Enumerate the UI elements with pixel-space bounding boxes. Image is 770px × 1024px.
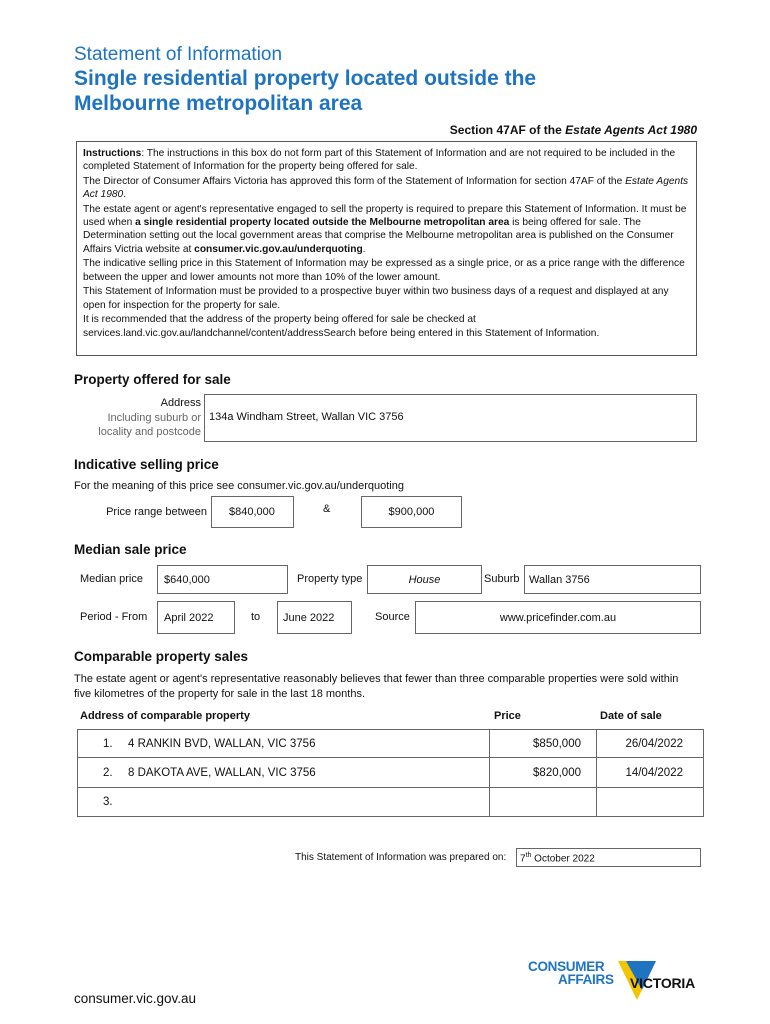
instructions-p2-text: The Director of Consumer Affairs Victoria has approved this form of the Statement of Information for section 47AF of the xyxy=(83,176,626,187)
act-reference xyxy=(450,123,697,137)
cav-logo xyxy=(528,960,703,1005)
period-from-label: Period - From xyxy=(80,611,148,623)
row-address[interactable]: 8 DAKOTA AVE, WALLAN, VIC 3756 xyxy=(128,766,316,779)
instructions-p3-a: The estate agent or agent's representative engaged to sell the property is required to prepare this Statement of Information. It must be used when xyxy=(83,204,687,229)
logo-affairs: AFFAIRS xyxy=(558,972,614,987)
row-date[interactable]: 14/04/2022 xyxy=(596,757,704,788)
act-prefix: Section 47AF of the xyxy=(449,123,566,137)
prepared-month-year: October 2022 xyxy=(531,853,595,865)
comparable-note: The estate agent or agent's representative reasonably believes that fewer than three comparable properties were sold within five kilometres of the property for sale in the last 18 months. xyxy=(74,673,679,700)
ampersand: & xyxy=(323,503,331,515)
prepared-day-suffix: th xyxy=(525,852,532,859)
row-address[interactable]: 4 RANKIN BVD, WALLAN, VIC 3756 xyxy=(128,737,316,750)
instructions-p3-b: is being offered for sale. The Determination setting out the local government areas that comprise the Melbourne metropolitan area is published on the Consumer Affairs Victria website at xyxy=(83,217,674,255)
table-row xyxy=(77,787,490,817)
suburb-label: Suburb xyxy=(484,573,520,585)
row-number: 1. xyxy=(103,737,113,750)
comparable-section-title: Comparable property sales xyxy=(74,649,249,664)
instructions-p4: The indicative selling price in this Statement of Information may be expressed as a single price, or as a price range with the difference between the upper and lower amounts not more than 10% of the lower amount. xyxy=(83,258,685,283)
prepared-day: 7 xyxy=(520,853,526,865)
instructions-p6: It is recommended that the address of the property being offered for sale be checked at services.land.vic.gov.au/landchannel/content/addressSearch before being entered in this Statement of Information. xyxy=(83,314,600,339)
instructions-p2-italic: Estate Agents Act 1980 xyxy=(83,176,689,201)
source-label: Source xyxy=(375,611,410,623)
price-range-label: Price range between xyxy=(106,506,207,518)
instructions-p3 xyxy=(83,203,690,256)
prepared-date-field[interactable] xyxy=(516,848,701,867)
instructions-p1 xyxy=(83,147,690,173)
page-title xyxy=(74,66,714,116)
price-high-field[interactable]: $900,000 xyxy=(361,496,462,528)
row-price[interactable]: $850,000 xyxy=(489,729,597,758)
instructions-p5: This Statement of Information must be provided to a prospective buyer within two business days of a request and displayed at any open for inspection for the property for sale. xyxy=(83,286,669,311)
row-date[interactable] xyxy=(596,787,704,817)
instructions-box xyxy=(76,141,697,356)
to-label: to xyxy=(251,611,261,623)
property-section-title: Property offered for sale xyxy=(74,372,231,387)
title-line-1: Single residential property located outside the xyxy=(74,67,537,90)
instructions-p3-end: . xyxy=(362,243,366,255)
instructions-p2 xyxy=(83,175,690,201)
col-header-date: Date of sale xyxy=(600,710,662,722)
underquoting-link[interactable]: consumer.vic.gov.au/underquoting xyxy=(194,243,363,255)
indicative-note: For the meaning of this price see consumer.vic.gov.au/underquoting xyxy=(74,480,404,492)
row-number: 3. xyxy=(103,796,113,808)
source-field[interactable]: www.pricefinder.com.au xyxy=(415,601,701,634)
instructions-p1-text: : The instructions in this box do not form part of this Statement of Information and are not required to be included in the completed Statement of Information for the property being offered for sale. xyxy=(83,148,676,173)
address-label-line3: locality and postcode xyxy=(98,426,201,438)
row-number: 2. xyxy=(103,766,113,779)
period-from-field[interactable]: April 2022 xyxy=(157,601,235,634)
row-price[interactable]: $820,000 xyxy=(489,757,597,788)
col-header-address: Address of comparable property xyxy=(80,710,250,722)
indicative-section-title: Indicative selling price xyxy=(74,457,219,472)
instructions-label: Instructions xyxy=(83,148,142,159)
address-field[interactable]: 134a Windham Street, Wallan VIC 3756 xyxy=(204,394,697,442)
instructions-p3-bold: a single residential property located outside the Melbourne metropolitan area xyxy=(135,217,510,229)
period-to-field[interactable]: June 2022 xyxy=(277,601,352,634)
property-type-label: Property type xyxy=(297,573,363,585)
form-subtitle: Statement of Information xyxy=(74,44,283,65)
property-type-field[interactable]: House xyxy=(367,565,482,594)
address-label-line1: Address xyxy=(160,397,201,409)
comparable-table xyxy=(77,729,704,817)
logo-consumer: CONSUMER xyxy=(528,959,605,974)
price-low-field[interactable]: $840,000 xyxy=(211,496,294,528)
act-name: Estate Agents Act 1980 xyxy=(565,123,697,137)
prepared-label: This Statement of Information was prepared on: xyxy=(295,852,507,863)
suburb-field[interactable]: Wallan 3756 xyxy=(524,565,701,594)
median-price-label: Median price xyxy=(80,573,143,585)
address-label xyxy=(74,396,201,440)
median-price-field[interactable]: $640,000 xyxy=(157,565,288,594)
footer-url[interactable]: consumer.vic.gov.au xyxy=(74,991,197,1006)
col-header-price: Price xyxy=(494,710,521,722)
row-date[interactable]: 26/04/2022 xyxy=(596,729,704,758)
median-section-title: Median sale price xyxy=(74,542,187,557)
title-line-2: Melbourne metropolitan area xyxy=(74,92,363,115)
address-label-line2: Including suburb or xyxy=(107,411,201,424)
logo-victoria: VICTORIA xyxy=(630,975,696,991)
row-price[interactable] xyxy=(489,787,597,817)
table-row xyxy=(77,729,490,758)
table-row xyxy=(77,757,490,788)
instructions-p2-end: . xyxy=(123,189,127,201)
